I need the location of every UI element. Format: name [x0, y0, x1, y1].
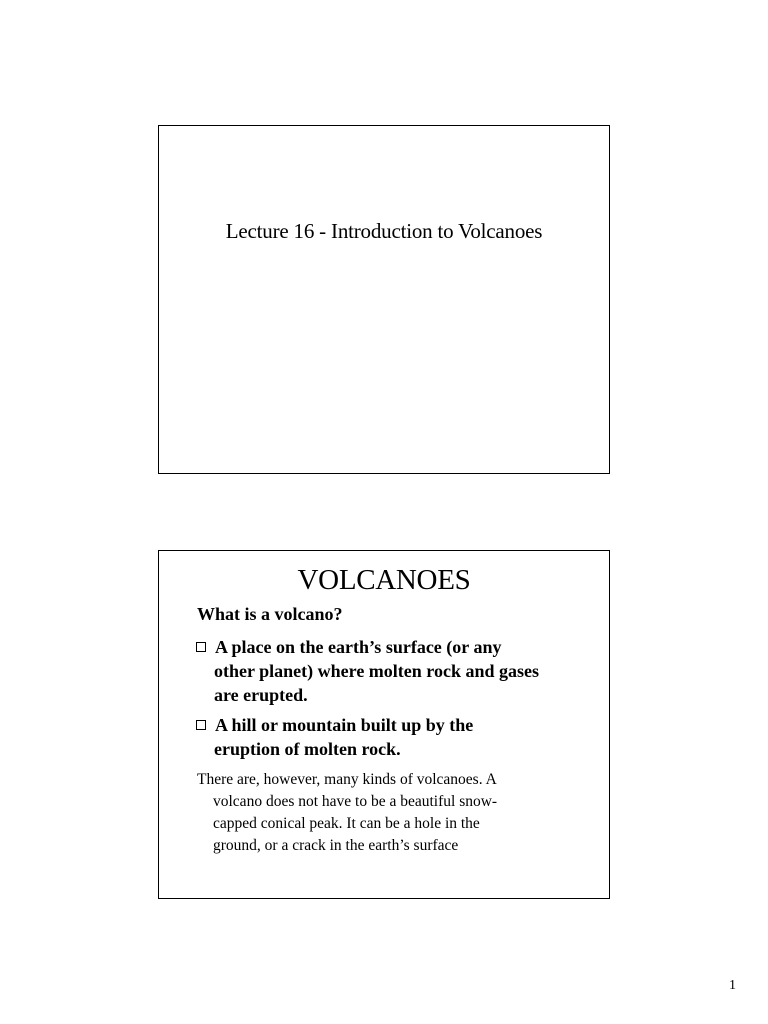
note-line: ground, or a crack in the earth’s surface	[213, 837, 459, 854]
slide-2	[158, 550, 610, 899]
bullet-text-line: other planet) where molten rock and gases	[214, 661, 539, 681]
slide-heading: VOLCANOES	[297, 564, 471, 596]
checkbox-icon	[196, 642, 206, 652]
slide-1	[158, 125, 610, 474]
slide-title: Lecture 16 - Introduction to Volcanoes	[225, 219, 543, 243]
slide-note	[197, 769, 497, 857]
note-line: volcano does not have to be a beautiful snow-	[213, 793, 498, 810]
note-line: capped conical peak. It can be a hole in the	[213, 815, 480, 832]
bullet-item	[196, 713, 596, 761]
bullet-text-line: A hill or mountain built up by the	[215, 715, 474, 735]
bullet-text-line: eruption of molten rock.	[214, 739, 401, 759]
bullet-item	[196, 635, 596, 707]
bullet-text-line: A place on the earth’s surface (or any	[215, 637, 502, 657]
note-line: There are, however, many kinds of volcanoes. A	[197, 771, 497, 788]
slide-question: What is a volcano?	[197, 604, 343, 624]
page-number: 1	[729, 978, 736, 993]
checkbox-icon	[196, 720, 206, 730]
bullet-text-line: are erupted.	[214, 685, 308, 705]
